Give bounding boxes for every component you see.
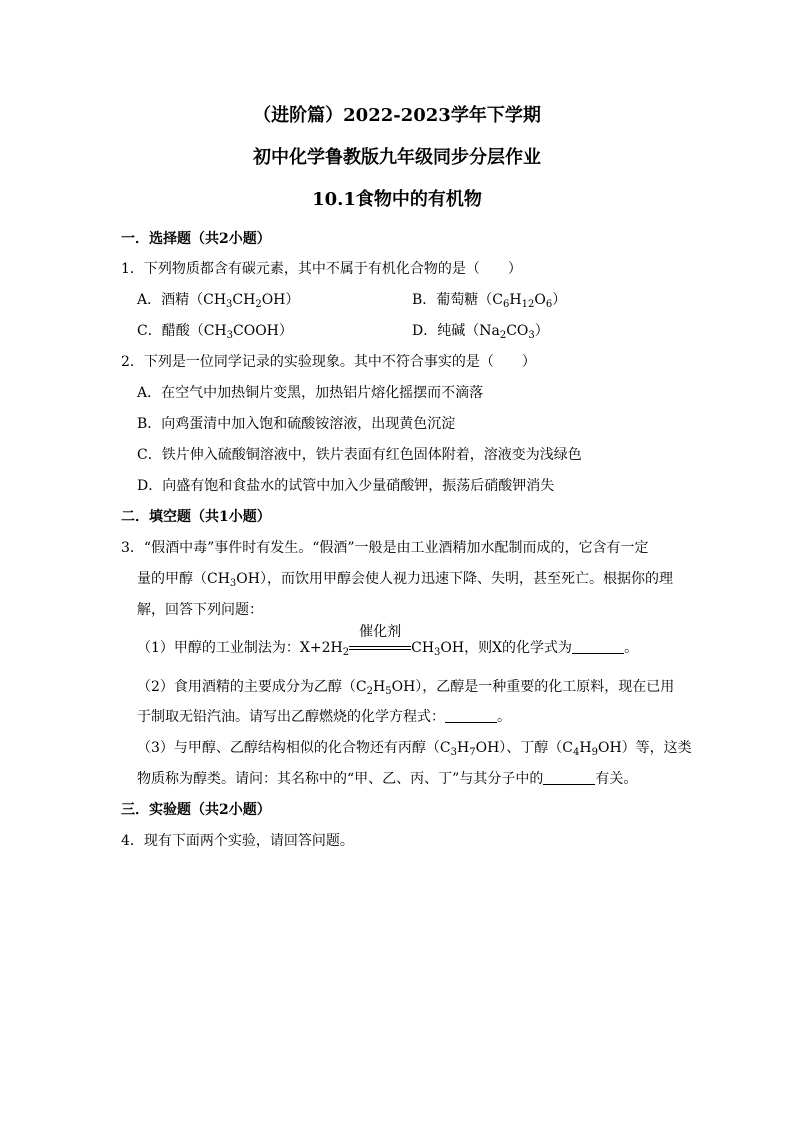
title-line-2: 初中化学鲁教版九年级同步分层作业 xyxy=(253,147,541,168)
question-3-part-3: （3）与甲醇、乙醇结构相似的化合物还有丙醇$(C_3H_7OH)$、丁醇$(C_4H_9OH)$等，这类 xyxy=(137,740,692,758)
question-2-option-a: A．在空气中加热铜片变黑，加热铝片熔化摇摆而不滴落 xyxy=(137,385,484,401)
question-3-part-3-line-2: 物质称为醇类。请问：其名称中的“甲、乙、丙、丁”与其分子中的 有关。 xyxy=(137,771,638,787)
catalyst-arrow xyxy=(349,624,411,658)
question-3-line-2: 量的甲醇$(CH_3OH)$，而饮用甲醇会使人视力迅速下降、失明，甚至死亡。根据你的理 xyxy=(137,571,673,589)
question-3-part-2: （2）食用酒精的主要成分为乙醇$(C_2H_5OH)$，乙醇是一种重要的化工原料，现在已用 xyxy=(137,679,675,697)
question-1-option-d: D．纯碱$(Na_2CO_3)$ xyxy=(412,323,549,341)
answer-blank-1[interactable] xyxy=(572,639,624,654)
title-line-3: 10.1食物中的有机物 xyxy=(312,189,482,210)
question-3-part-1: （1）甲醇的工业制法为：$X+2H_2$ 催化剂 $CH_3OH$，则X的化学式为 。 xyxy=(137,624,639,658)
question-3-part-2-line-2: 于制取无铅汽油。请写出乙醇燃烧的化学方程式： 。 xyxy=(137,709,511,725)
question-1-option-c: C．醋酸$(CH_3COOH)$ xyxy=(137,323,293,341)
question-1-stem: 1．下列物质都含有碳元素，其中不属于有机化合物的是（ ） xyxy=(121,261,522,277)
section-heading-fill: 二．填空题（共1小题） xyxy=(121,509,271,525)
question-2-option-b: B．向鸡蛋清中加入饱和硫酸铵溶液，出现黄色沉淀 xyxy=(137,416,456,432)
answer-blank-3[interactable] xyxy=(543,770,595,785)
section-heading-choice: 一．选择题（共2小题） xyxy=(121,231,271,247)
title-line-1: （进阶篇）2022-2023学年下学期 xyxy=(253,105,541,126)
question-3-line-1: 3．“假酒中毒”事件时有发生。“假酒”一般是由工业酒精加水配制而成的，它含有一定 xyxy=(121,540,649,556)
question-3-line-3: 解，回答下列问题： xyxy=(137,602,263,618)
section-heading-experiment: 三．实验题（共2小题） xyxy=(121,802,271,818)
catalyst-label: 催化剂 xyxy=(359,624,402,640)
question-2-option-d: D．向盛有饱和食盐水的试管中加入少量硝酸钾，振荡后硝酸钾消失 xyxy=(137,478,555,494)
question-1-option-a: A．酒精$(CH_3CH_2OH)$ xyxy=(137,292,300,310)
question-1-option-b: B．葡萄糖$(C_6H_{12}O_6)$ xyxy=(412,292,567,310)
question-2-stem: 2．下列是一位同学记录的实验现象。其中不符合事实的是（ ） xyxy=(121,354,536,370)
question-4-stem: 4．现有下面两个实验，请回答问题。 xyxy=(121,833,354,849)
answer-blank-2[interactable] xyxy=(445,708,497,723)
question-2-option-c: C．铁片伸入硫酸铜溶液中，铁片表面有红色固体附着，溶液变为浅绿色 xyxy=(137,447,582,463)
